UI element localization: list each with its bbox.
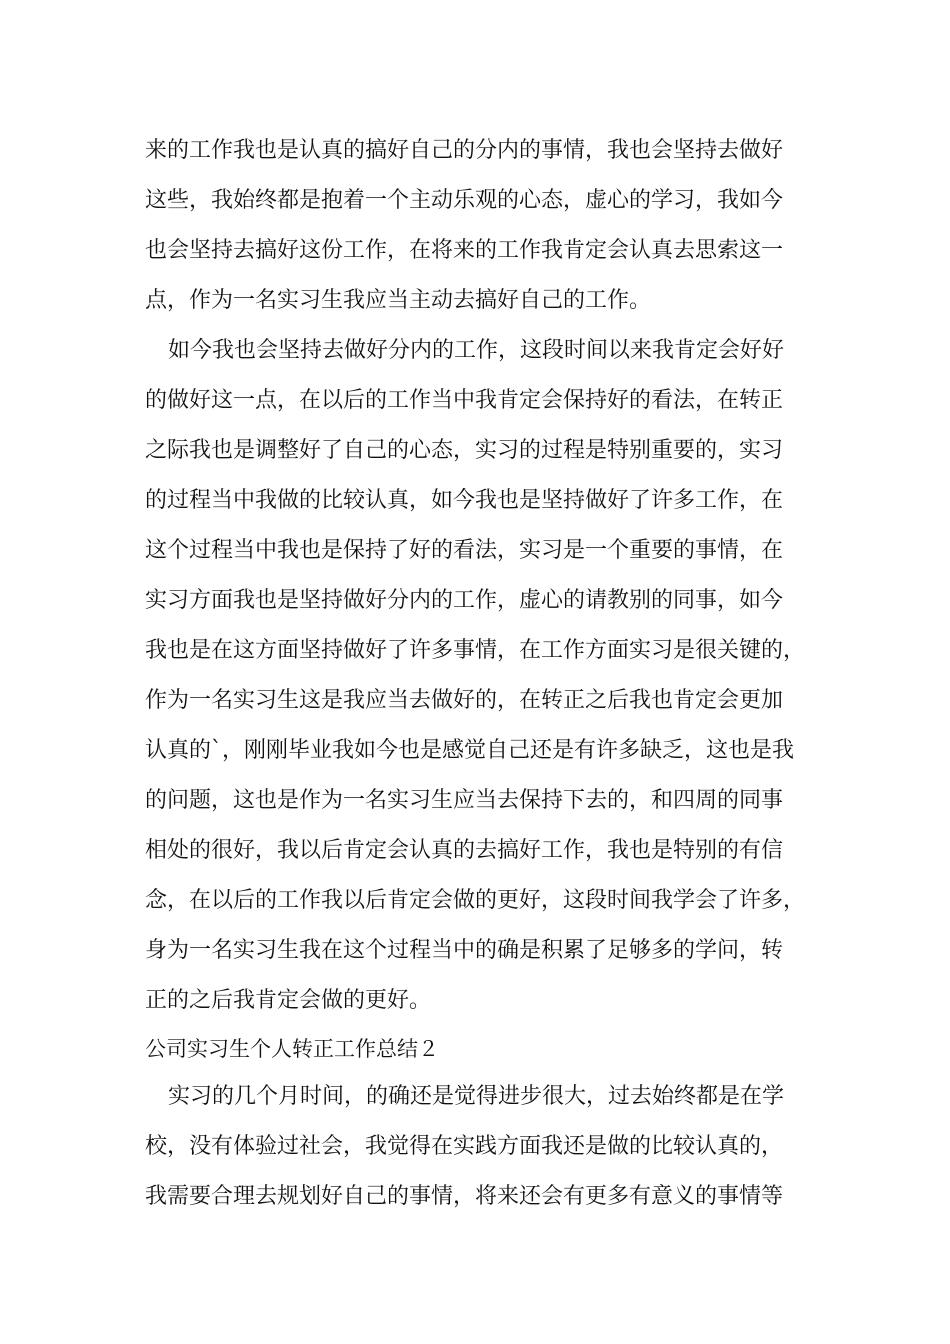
paragraph-line: 来的工作我也是认真的搞好自己的分内的事情，我也会坚持去做好 <box>145 138 784 163</box>
paragraph-line: 的做好这一点，在以后的工作当中我肯定会保持好的看法，在转正 <box>145 388 784 413</box>
paragraph-line: 作为一名实习生这是我应当去做好的，在转正之后我也肯定会更加 <box>145 688 784 713</box>
paragraph-line: 的过程当中我做的比较认真，如今我也是坚持做好了许多工作，在 <box>145 488 784 513</box>
paragraph-line: 身为一名实习生我在这个过程当中的确是积累了足够多的学问，转 <box>145 938 784 963</box>
paragraph-line: 点，作为一名实习生我应当主动去搞好自己的工作。 <box>145 288 652 313</box>
paragraph-line: 这个过程当中我也是保持了好的看法，实习是一个重要的事情，在 <box>145 538 784 563</box>
paragraph-line: 认真的`，刚刚毕业我如今也是感觉自己还是有许多缺乏，这也是我 <box>145 738 795 763</box>
paragraph-line: 正的之后我肯定会做的更好。 <box>145 988 432 1013</box>
paragraph-line: 我需要合理去规划好自己的事情，将来还会有更多有意义的事情等 <box>145 1184 784 1209</box>
paragraph-line: 念，在以后的工作我以后肯定会做的更好，这段时间我学会了许多， <box>145 888 806 913</box>
paragraph-line: 实习方面我也是坚持做好分内的工作，虚心的请教别的同事，如今 <box>145 588 784 613</box>
paragraph-line: 校，没有体验过社会，我觉得在实践方面我还是做的比较认真的， <box>145 1134 784 1159</box>
paragraph-line: 的问题，这也是作为一名实习生应当去保持下去的，和四周的同事 <box>145 788 784 813</box>
paragraph-line: 如今我也会坚持去做好分内的工作，这段时间以来我肯定会好好 <box>168 338 785 363</box>
paragraph-line: 实习的几个月时间，的确还是觉得进步很大，过去始终都是在学 <box>168 1084 785 1109</box>
paragraph-line: 我也是在这方面坚持做好了许多事情，在工作方面实习是很关键的， <box>145 638 806 663</box>
paragraph-line: 这些，我始终都是抱着一个主动乐观的心态，虚心的学习，我如今 <box>145 188 784 213</box>
paragraph-line: 之际我也是调整好了自己的心态，实习的过程是特别重要的，实习 <box>145 438 784 463</box>
paragraph-line: 也会坚持去搞好这份工作，在将来的工作我肯定会认真去思索这一 <box>145 238 784 263</box>
paragraph-line: 相处的很好，我以后肯定会认真的去搞好工作，我也是特别的有信 <box>145 838 784 863</box>
section-heading: 公司实习生个人转正工作总结２ <box>145 1037 439 1061</box>
